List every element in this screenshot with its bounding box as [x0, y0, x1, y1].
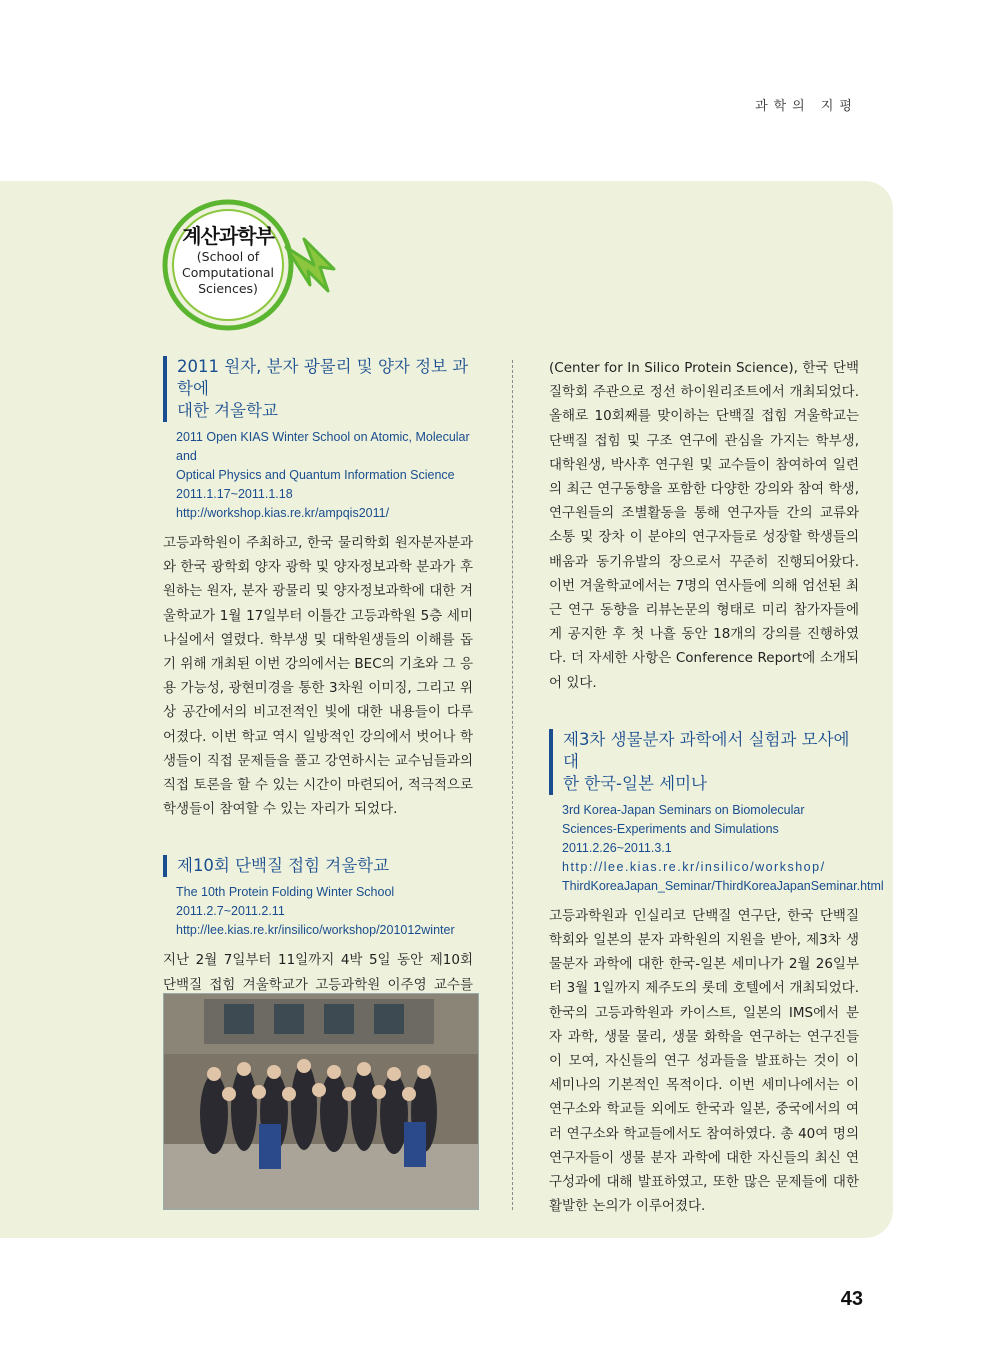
section1-meta [163, 428, 473, 523]
section1-body: 고등과학원이 주최하고, 한국 물리학회 원자분자분과와 한국 광학회 양자 광학 및 양자정보과학 분과가 후원하는 원자, 분자 광물리 및 양자정보과학에 대한 겨울학교가 1월 17일부터 이틀간 고등과학원 5층 세미나실에서 열렸다. 학부생 및 대학원생들의 이해를 돕기 위해 개최된 이번 강의에서는 BEC의 기초와 그 응용 가능성, 광현미경을 통한 3차원 이미징, 그리고 위상 공간에서의 비고전적인 빛에 대한 내용들이 다루어졌다. 이번 학교 역시 일방적인 강의에서 벗어나 학생들이 직접 문제들을 풀고 강연하시는 교수님들과의 직접 토론을 할 수 있는 시간이 마련되어, 적극적으로 학생들이 참여할 수 있는 자리가 되었다. [163, 535, 473, 818]
section1-title-line1: 2011 원자, 분자 광물리 및 양자 정보 과학에 [177, 357, 469, 398]
section2-subtitle: The 10th Protein Folding Winter School [176, 885, 395, 900]
section3-title-line2: 한 한국-일본 세미나 [563, 773, 707, 793]
group-photo [163, 993, 479, 1210]
section1-subtitle-line2: Optical Physics and Quantum Information Science [176, 468, 455, 482]
section2-body-continued: (Center for In Silico Protein Science), 한국 단백질학회 주관으로 정선 하이원리조트에서 개최되었다. 올해로 10회째를 맞이하는 단백질 접힘 겨울학교는 단백질 접힘 및 구조 연구에 관심을 가지는 학부생, 대학원생, 박사후 연구원 및 교수들이 참여하여 일련의 최근 연구동향을 포함한 다양한 강의와 참여 학생, 연구원들의 조별활동을 통해 연구자들 간의 교류와 소통 및 장차 이 분야의 연구자들로 성장할 학생들의 배움과 동기유발의 장으로서 꾸준히 진행되어왔다. 이번 겨울학교에서는 7명의 연사들에 의해 엄선된 최근 연구 동향을 리뷰논문의 형태로 미리 참가자들에게 공지한 후 첫 나흘 동안 18개의 강의를 진행하였다. 더 자세한 사항은 Conference Report에 소개되어 있다. [549, 360, 859, 691]
section3-url-line1[interactable]: http://lee.kias.re.kr/insilico/workshop/ [562, 859, 826, 874]
section1-dates: 2011.1.17~2011.1.18 [176, 487, 293, 501]
section2-body: 지난 2월 7일부터 11일까지 4박 5일 동안 제10회 단백질 접힘 겨울학교가 고등과학원 이주영 교수를 [163, 952, 473, 993]
section3-url-line2[interactable]: ThirdKoreaJapan_Seminar/ThirdKoreaJapanSeminar.html [562, 878, 884, 893]
section3-title-line1: 제3차 생물분자 과학에서 실험과 모사에 대 [563, 729, 850, 771]
section3-dates: 2011.2.26~2011.3.1 [562, 840, 672, 855]
left-column [163, 356, 473, 1045]
section3-title [549, 729, 859, 795]
section1-title-line2: 대한 겨울학교 [177, 401, 278, 420]
section3-subtitle-line2: Sciences-Experiments and Simulations [562, 821, 779, 836]
section2-meta [163, 883, 473, 940]
section1-subtitle-line1: 2011 Open KIAS Winter School on Atomic, Molecular and [176, 430, 470, 463]
running-title: 과학의 지평 [755, 99, 858, 114]
section1-title [163, 356, 473, 422]
logo-title-en-3: Sciences) [198, 281, 258, 296]
page-number: 43 [840, 1288, 863, 1310]
logo-title-en-1: (School of [196, 249, 260, 264]
section3-subtitle-line1: 3rd Korea-Japan Seminars on Biomolecular [562, 802, 805, 817]
logo-title-ko: 계산과학부 [182, 224, 274, 248]
logo-title-en-2: Computational [181, 265, 275, 280]
section3-meta [549, 801, 884, 896]
right-column [549, 356, 884, 1218]
section2-title: 제10회 단백질 접힘 겨울학교 [163, 855, 473, 877]
column-divider [512, 360, 513, 1210]
section1-url[interactable]: http://workshop.kias.re.kr/ampqis2011/ [176, 506, 390, 520]
section2-dates: 2011.2.7~2011.2.11 [176, 904, 285, 919]
section2-url[interactable]: http://lee.kias.re.kr/insilico/workshop/201012winter [176, 923, 455, 938]
logo-text [166, 220, 290, 297]
section3-body: 고등과학원과 인실리코 단백질 연구단, 한국 단백질학회와 일본의 분자 과학원의 지원을 받아, 제3차 생물분자 과학에 대한 한국-일본 세미나가 2월 26일부터 3월 1일까지 제주도의 롯데 호텔에서 개최되었다. 한국의 고등과학원과 카이스트, 일본의 IMS에서 분자 과학, 생물 물리, 생물 화학을 연구하는 연구진들이 모여, 자신들의 연구 성과들을 발표하는 것이 이 세미나의 기본적인 목적이다. 이번 세미나에서는 이 연구소와 학교들 외에도 한국과 일본, 중국에서의 여러 연구소와 학교들에서도 참여하였다. 총 40여 명의 연구자들이 생물 분자 과학에 대한 자신들의 최신 연구성과에 대해 발표하였고, 또한 많은 문제들에 대한 활발한 논의가 이루어졌다. [549, 907, 859, 1215]
